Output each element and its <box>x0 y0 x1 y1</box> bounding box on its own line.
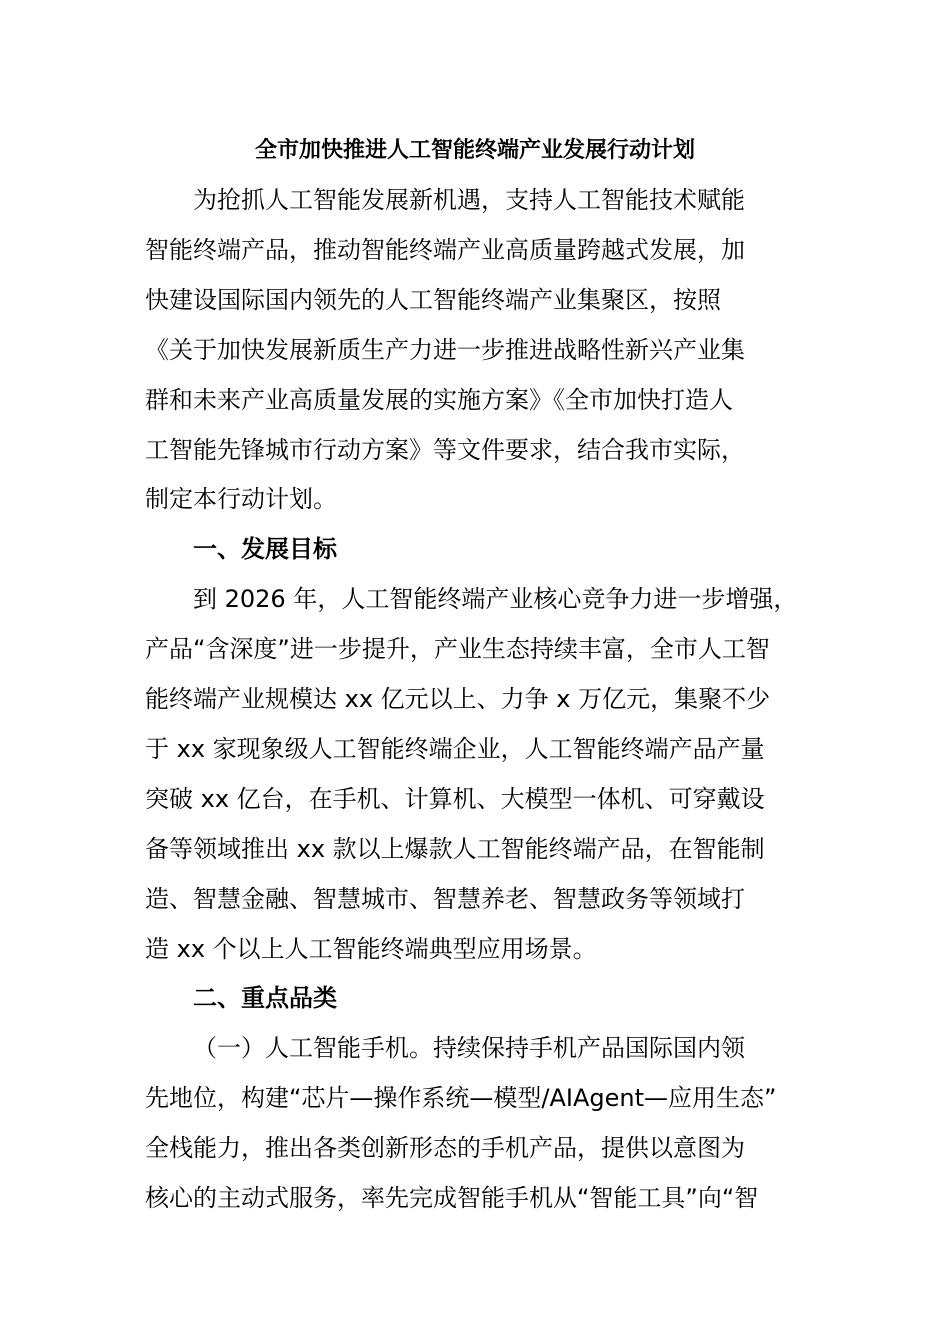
section-heading: 二、重点品类 <box>193 984 337 1012</box>
body-text-line: 到 2026 年，人工智能终端产业核心竞争力进一步增强， <box>193 585 798 613</box>
body-text-line: 智能终端产品，推动智能终端产业高质量跨越式发展，加 <box>145 236 745 264</box>
body-text-line: 先地位，构建“芯片—操作系统—模型/AIAgent—应用生态” <box>145 1084 777 1112</box>
section-heading: 一、发展目标 <box>193 535 337 563</box>
document-title: 全市加快推进人工智能终端产业发展行动计划 <box>254 138 695 163</box>
body-text-line: 核心的主动式服务，率先完成智能手机从“智能工具”向“智 <box>145 1184 759 1212</box>
body-text-line: 造、智慧金融、智慧城市、智慧养老、智慧政务等领域打 <box>145 885 745 913</box>
body-text-line: 制定本行动计划。 <box>145 485 337 513</box>
body-text-line: 快建设国际国内领先的人工智能终端产业集聚区，按照 <box>145 286 721 314</box>
body-text-line: 能终端产业规模达 xx 亿元以上、力争 x 万亿元，集聚不少 <box>145 685 771 713</box>
body-text-line: 突破 xx 亿台，在手机、计算机、大模型一体机、可穿戴设 <box>145 785 765 813</box>
body-text-line: 工智能先锋城市行动方案》等文件要求，结合我市实际， <box>145 436 745 464</box>
body-text-line: 群和未来产业高质量发展的实施方案》《全市加快打造人 <box>145 386 733 414</box>
body-text-line: （一）人工智能手机。持续保持手机产品国际国内领 <box>193 1034 745 1062</box>
body-text-line: 为抢抓人工智能发展新机遇，支持人工智能技术赋能 <box>193 186 745 214</box>
body-text-line: 全栈能力，推出各类创新形态的手机产品，提供以意图为 <box>145 1134 745 1162</box>
body-text-line: 备等领域推出 xx 款以上爆款人工智能终端产品，在智能制 <box>145 835 765 863</box>
body-text-line: 《关于加快发展新质生产力进一步推进战略性新兴产业集 <box>145 336 745 364</box>
body-text-line: 造 xx 个以上人工智能终端典型应用场景。 <box>145 935 597 963</box>
body-text-line: 于 xx 家现象级人工智能终端企业，人工智能终端产品产量 <box>145 735 765 763</box>
body-text-line: 产品“含深度”进一步提升，产业生态持续丰富，全市人工智 <box>145 635 770 663</box>
